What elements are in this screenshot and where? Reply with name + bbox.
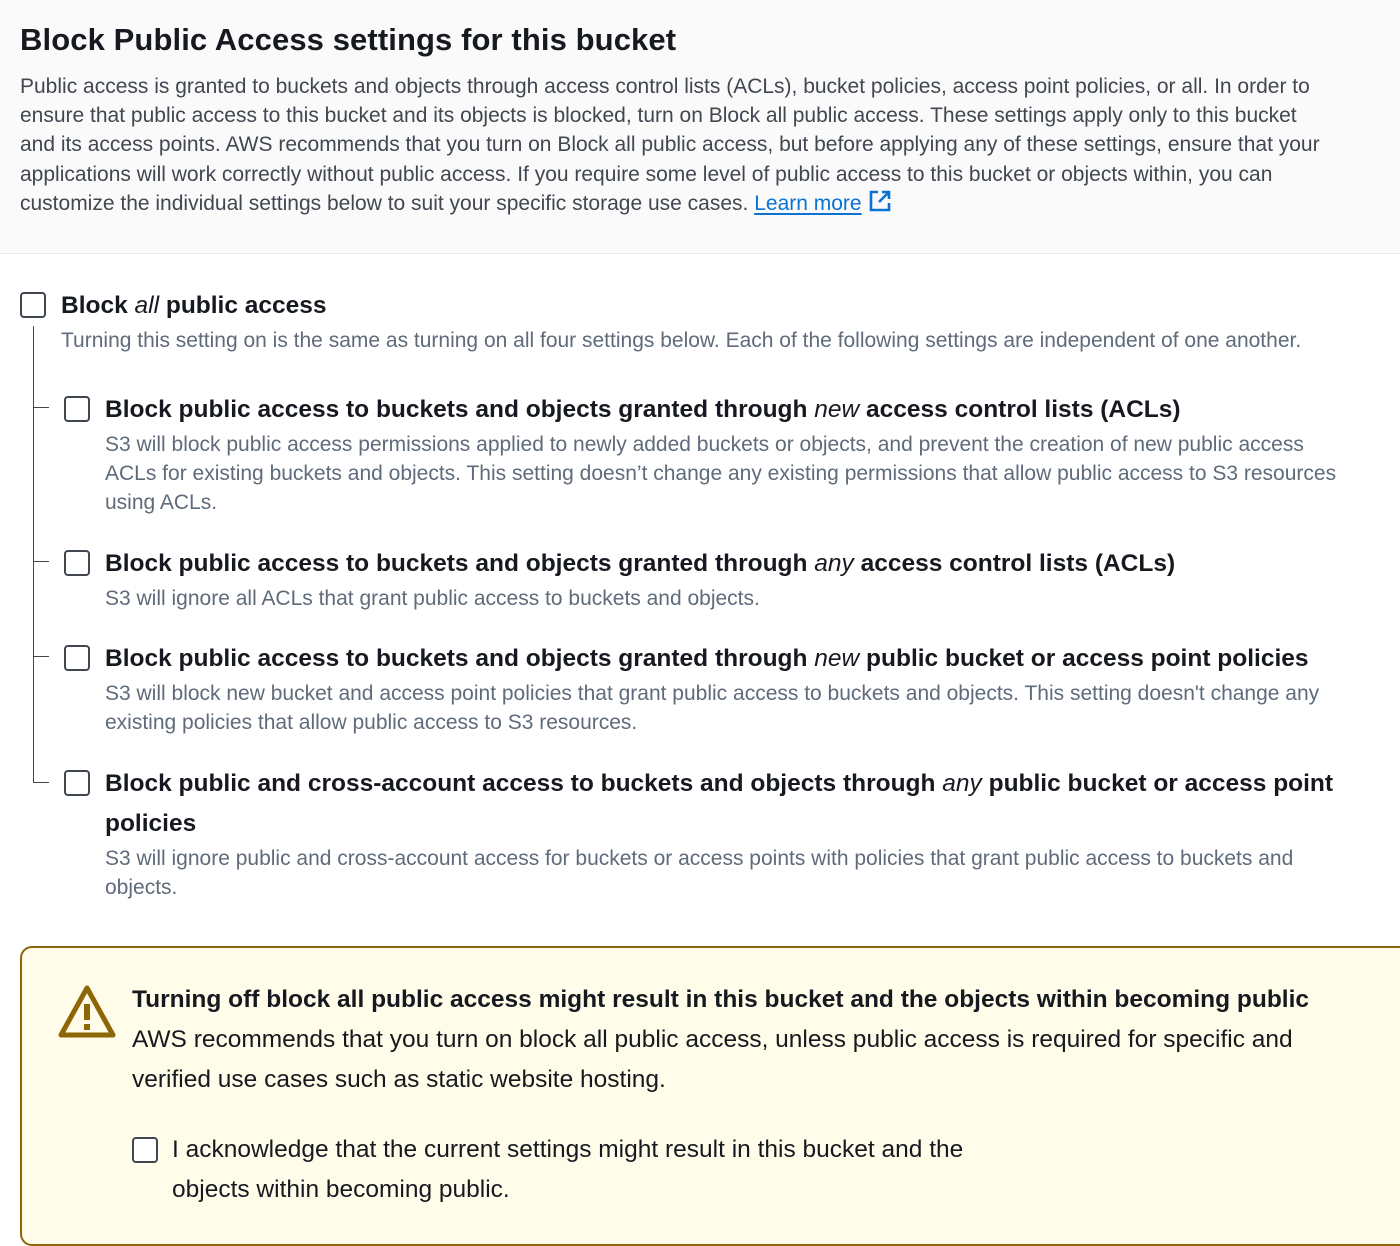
description-line: existing policies that allow public access to S3 resources.	[105, 711, 638, 735]
label-text: Block public access to buckets and objects granted through	[105, 396, 815, 423]
tree-connector-tick	[33, 656, 49, 657]
description-line: and its access points. AWS recommends that you turn on Block all public access, but before applying any of these settings, ensure that your	[20, 133, 1320, 157]
description-line: objects.	[105, 876, 178, 900]
label-text: public access	[159, 292, 327, 319]
acknowledge-label	[172, 1130, 963, 1210]
tree-connector-tick	[33, 782, 49, 783]
description-line: ensure that public access to this bucket and its objects is blocked, turn on Block all public access. These settings apply only to this bucket	[20, 104, 1297, 128]
warning-body-line: AWS recommends that you turn on block all public access, unless public access is required for specific and	[132, 1026, 1293, 1053]
warning-body-line: verified use cases such as static website hosting.	[132, 1066, 666, 1093]
label-text: public bucket or access point policies	[859, 645, 1309, 672]
block-cross-account-label	[105, 764, 1333, 804]
description-line: S3 will ignore all ACLs that grant public access to buckets and objects.	[105, 587, 760, 610]
label-emphasis: new	[814, 645, 860, 672]
description-line	[20, 189, 1400, 218]
label-text: Block public and cross-account access to buckets and objects through	[105, 770, 943, 797]
description-line: Public access is granted to buckets and objects through access control lists (ACLs), bucket policies, access point policies, or all. In order to	[20, 75, 1310, 98]
label-emphasis: new	[814, 396, 860, 423]
block-all-description: Turning this setting on is the same as turning on all four settings below. Each of the following settings are independent of one another.	[61, 329, 1302, 352]
label-text: access control lists (ACLs)	[859, 396, 1181, 423]
block-any-acls-checkbox[interactable]	[64, 550, 90, 576]
settings-header	[0, 0, 1400, 254]
acknowledge-checkbox[interactable]	[132, 1137, 158, 1163]
label-text: Block	[61, 292, 135, 319]
external-link-icon	[868, 189, 892, 213]
label-text: Block public access to buckets and objects granted through	[105, 550, 815, 577]
block-new-policies-label	[105, 639, 1309, 679]
label-text: access control lists (ACLs)	[853, 550, 1176, 577]
block-all-checkbox[interactable]	[20, 292, 46, 318]
label-text: Block public access to buckets and objects granted through	[105, 645, 815, 672]
block-new-acls-checkbox[interactable]	[64, 396, 90, 422]
learn-more-label: Learn more	[754, 191, 862, 215]
description-line: applications will work correctly without public access. If you require some level of public access to this bucket or objects within, you can	[20, 162, 1273, 186]
label-emphasis: any	[942, 770, 982, 797]
tree-connector-tick	[33, 561, 49, 562]
warning-title: Turning off block all public access might result in this bucket and the objects within becoming public	[132, 986, 1310, 1013]
block-new-policies-description	[105, 679, 1319, 737]
block-any-acls-description	[105, 584, 760, 613]
description-line: using ACLs.	[105, 491, 218, 515]
description-line-text: customize the individual settings below to suit your specific storage use cases.	[20, 191, 749, 215]
block-cross-account-description	[105, 844, 1293, 902]
block-new-acls-label	[105, 390, 1181, 430]
label-emphasis: all	[134, 292, 160, 319]
description-line: S3 will block public access permissions applied to newly added buckets or objects, and prevent the creation of new public access	[105, 433, 1304, 456]
warning-body	[132, 1020, 1293, 1100]
description-line: S3 will ignore public and cross-account access for buckets or access points with policies that grant public access to buckets and	[105, 847, 1294, 870]
warning-triangle-icon	[56, 983, 118, 1041]
block-cross-account-label-line2: policies	[105, 810, 197, 837]
block-new-acls-description	[105, 430, 1336, 518]
block-cross-account-checkbox[interactable]	[64, 770, 90, 796]
label-text: public bucket or access point	[981, 770, 1334, 797]
page-title: Block Public Access settings for this bucket	[20, 22, 677, 57]
acknowledge-line: objects within becoming public.	[172, 1176, 510, 1203]
description-line: S3 will block new bucket and access point policies that grant public access to buckets and objects. This setting doesn't change any	[105, 682, 1320, 705]
tree-connector-tick	[33, 407, 49, 408]
block-new-policies-checkbox[interactable]	[64, 645, 90, 671]
label-emphasis: any	[814, 550, 854, 577]
tree-connector-line	[33, 326, 34, 783]
acknowledge-line: I acknowledge that the current settings might result in this bucket and the	[172, 1136, 964, 1163]
block-any-acls-label	[105, 544, 1175, 584]
learn-more-link[interactable]	[754, 192, 891, 215]
block-all-label	[61, 286, 327, 326]
description-line: ACLs for existing buckets and objects. This setting doesn’t change any existing permissions that allow public access to S3 resources	[105, 462, 1337, 486]
header-description	[20, 72, 1400, 218]
